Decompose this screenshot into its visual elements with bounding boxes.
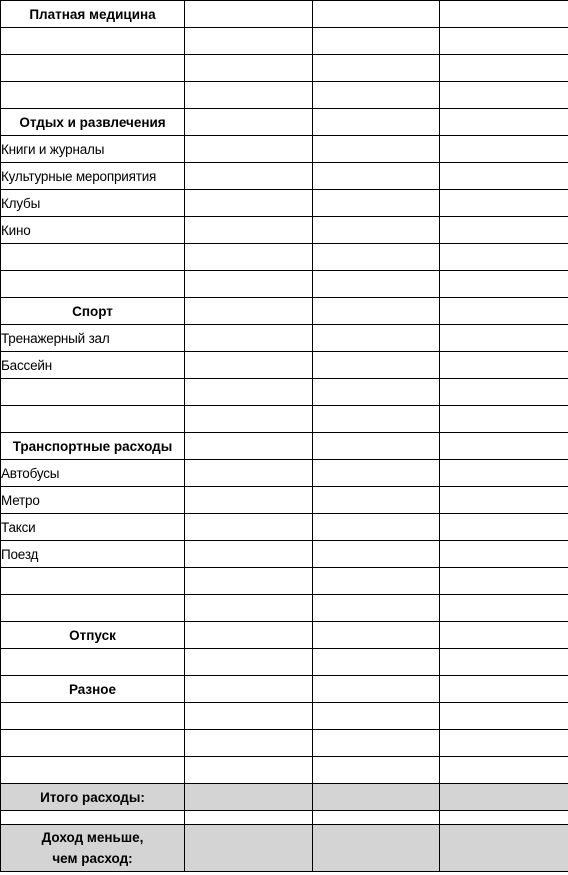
amount-cell <box>313 28 440 55</box>
section-heading-row <box>1 676 568 703</box>
amount-cell <box>313 460 440 487</box>
expense-label: Культурные мероприятия <box>1 163 185 190</box>
expense-label: Поезд <box>1 541 185 568</box>
amount-cell <box>440 325 568 352</box>
amount-cell <box>185 676 313 703</box>
amount-cell <box>440 811 568 825</box>
amount-cell <box>185 379 313 406</box>
amount-cell <box>440 568 568 595</box>
amount-cell <box>440 1 568 28</box>
amount-cell <box>440 55 568 82</box>
blank-label-cell <box>1 55 185 82</box>
amount-cell <box>440 28 568 55</box>
deficit-row <box>1 825 568 872</box>
amount-cell <box>440 190 568 217</box>
amount-cell <box>440 109 568 136</box>
blank-row <box>1 82 568 109</box>
total-row <box>1 784 568 811</box>
amount-cell <box>313 541 440 568</box>
amount-cell <box>313 163 440 190</box>
amount-cell <box>313 190 440 217</box>
amount-cell <box>313 55 440 82</box>
blank-label-cell <box>1 406 185 433</box>
amount-cell <box>313 1 440 28</box>
amount-cell <box>440 136 568 163</box>
expense-row <box>1 541 568 568</box>
amount-cell <box>185 217 313 244</box>
amount-cell <box>440 379 568 406</box>
amount-cell <box>185 825 313 872</box>
amount-cell <box>185 55 313 82</box>
amount-cell <box>313 244 440 271</box>
expense-row <box>1 190 568 217</box>
amount-cell <box>313 622 440 649</box>
expense-label: Автобусы <box>1 460 185 487</box>
blank-label-cell <box>1 82 185 109</box>
amount-cell <box>313 784 440 811</box>
amount-cell <box>185 433 313 460</box>
amount-cell <box>313 109 440 136</box>
section-heading-row <box>1 433 568 460</box>
amount-cell <box>185 325 313 352</box>
amount-cell <box>185 487 313 514</box>
deficit-label-line1: Доход меньше, <box>41 830 144 845</box>
blank-label-cell <box>1 379 185 406</box>
blank-label-cell <box>1 649 185 676</box>
expense-row <box>1 163 568 190</box>
expense-row <box>1 325 568 352</box>
blank-row <box>1 244 568 271</box>
amount-cell <box>313 514 440 541</box>
amount-cell <box>185 298 313 325</box>
amount-cell <box>313 217 440 244</box>
expense-label: Клубы <box>1 190 185 217</box>
amount-cell <box>185 82 313 109</box>
amount-cell <box>313 352 440 379</box>
amount-cell <box>440 730 568 757</box>
amount-cell <box>313 825 440 872</box>
blank-row <box>1 730 568 757</box>
amount-cell <box>313 676 440 703</box>
amount-cell <box>313 298 440 325</box>
blank-row <box>1 568 568 595</box>
amount-cell <box>313 325 440 352</box>
amount-cell <box>185 271 313 298</box>
amount-cell <box>440 703 568 730</box>
total-label: Итого расходы: <box>1 784 185 811</box>
expense-row <box>1 217 568 244</box>
section-heading: Спорт <box>1 298 185 325</box>
section-heading: Разное <box>1 676 185 703</box>
amount-cell <box>440 406 568 433</box>
amount-cell <box>185 649 313 676</box>
amount-cell <box>185 514 313 541</box>
section-heading-row <box>1 298 568 325</box>
amount-cell <box>440 541 568 568</box>
blank-label-cell <box>1 244 185 271</box>
amount-cell <box>440 271 568 298</box>
amount-cell <box>185 28 313 55</box>
amount-cell <box>440 352 568 379</box>
amount-cell <box>185 352 313 379</box>
blank-label-cell <box>1 730 185 757</box>
amount-cell <box>313 271 440 298</box>
blank-row <box>1 595 568 622</box>
amount-cell <box>185 784 313 811</box>
amount-cell <box>440 163 568 190</box>
amount-cell <box>185 190 313 217</box>
amount-cell <box>440 514 568 541</box>
amount-cell <box>440 649 568 676</box>
blank-row <box>1 703 568 730</box>
amount-cell <box>185 1 313 28</box>
amount-cell <box>185 811 313 825</box>
amount-cell <box>185 568 313 595</box>
amount-cell <box>185 163 313 190</box>
amount-cell <box>440 298 568 325</box>
blank-label-cell <box>1 271 185 298</box>
budget-table-body <box>1 1 568 872</box>
amount-cell <box>313 433 440 460</box>
expense-label: Такси <box>1 514 185 541</box>
amount-cell <box>440 757 568 784</box>
blank-row <box>1 649 568 676</box>
blank-label-cell <box>1 595 185 622</box>
amount-cell <box>440 244 568 271</box>
expense-row <box>1 460 568 487</box>
amount-cell <box>440 433 568 460</box>
expense-row <box>1 514 568 541</box>
section-heading-row <box>1 109 568 136</box>
amount-cell <box>313 487 440 514</box>
amount-cell <box>185 622 313 649</box>
amount-cell <box>440 460 568 487</box>
spacer-cell <box>1 811 185 825</box>
amount-cell <box>185 460 313 487</box>
amount-cell <box>185 244 313 271</box>
amount-cell <box>185 109 313 136</box>
spacer-row <box>1 811 568 825</box>
expense-label: Книги и журналы <box>1 136 185 163</box>
amount-cell <box>440 82 568 109</box>
section-heading: Отдых и развлечения <box>1 109 185 136</box>
amount-cell <box>440 784 568 811</box>
section-heading: Платная медицина <box>1 1 185 28</box>
amount-cell <box>185 730 313 757</box>
blank-row <box>1 406 568 433</box>
blank-row <box>1 379 568 406</box>
amount-cell <box>440 595 568 622</box>
expense-label: Кино <box>1 217 185 244</box>
amount-cell <box>185 406 313 433</box>
amount-cell <box>185 703 313 730</box>
amount-cell <box>440 487 568 514</box>
amount-cell <box>313 568 440 595</box>
amount-cell <box>313 649 440 676</box>
deficit-label <box>1 825 185 872</box>
expense-row <box>1 352 568 379</box>
amount-cell <box>313 379 440 406</box>
blank-row <box>1 55 568 82</box>
amount-cell <box>313 82 440 109</box>
blank-label-cell <box>1 568 185 595</box>
blank-row <box>1 28 568 55</box>
amount-cell <box>185 757 313 784</box>
amount-cell <box>313 136 440 163</box>
amount-cell <box>313 703 440 730</box>
blank-label-cell <box>1 28 185 55</box>
blank-row <box>1 757 568 784</box>
blank-label-cell <box>1 757 185 784</box>
expense-row <box>1 136 568 163</box>
section-heading-row <box>1 1 568 28</box>
section-heading-row <box>1 622 568 649</box>
expense-label: Тренажерный зал <box>1 325 185 352</box>
amount-cell <box>440 825 568 872</box>
amount-cell <box>313 757 440 784</box>
amount-cell <box>313 730 440 757</box>
blank-label-cell <box>1 703 185 730</box>
amount-cell <box>313 406 440 433</box>
amount-cell <box>313 595 440 622</box>
expense-label: Бассейн <box>1 352 185 379</box>
amount-cell <box>185 541 313 568</box>
section-heading: Транспортные расходы <box>1 433 185 460</box>
amount-cell <box>185 595 313 622</box>
blank-row <box>1 271 568 298</box>
amount-cell <box>313 811 440 825</box>
amount-cell <box>440 622 568 649</box>
section-heading: Отпуск <box>1 622 185 649</box>
amount-cell <box>440 217 568 244</box>
deficit-label-line2: чем расход: <box>52 851 133 866</box>
expense-row <box>1 487 568 514</box>
expense-label: Метро <box>1 487 185 514</box>
amount-cell <box>440 676 568 703</box>
amount-cell <box>185 136 313 163</box>
